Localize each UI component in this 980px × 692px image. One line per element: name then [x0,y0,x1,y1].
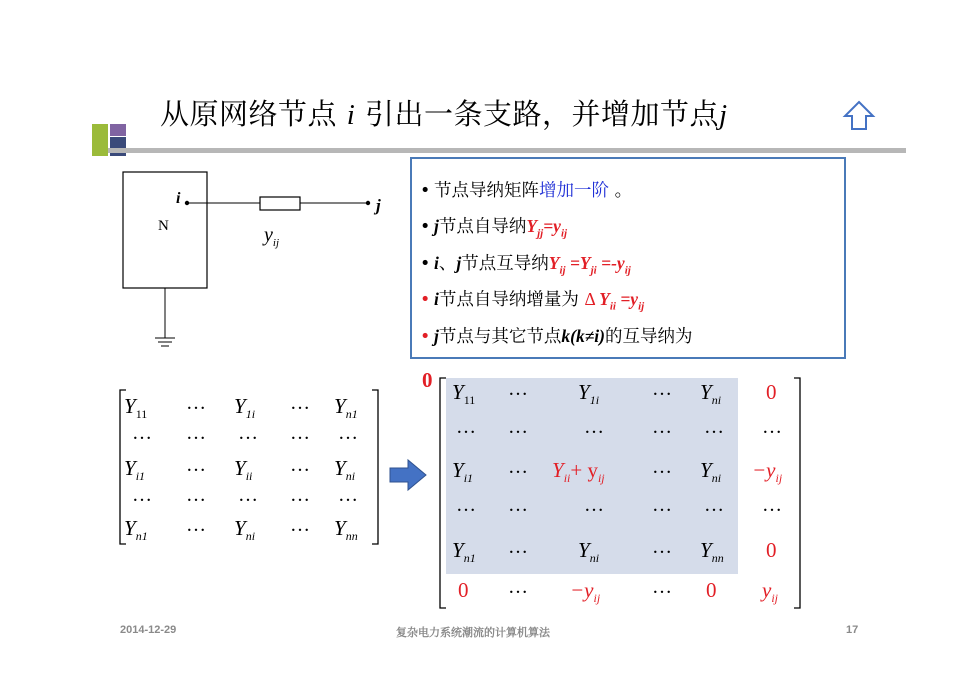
right-arrow-icon [388,458,428,492]
rm-yni-r5: $Y_{ni}$ [578,538,600,566]
lm-yii: $Y_{ii}$ [234,456,253,484]
ellipsis-dots: … [132,484,152,506]
ellipsis-dots: … [584,494,604,516]
ellipsis-dots: … [508,494,528,516]
rm-yni: $Y_{ni}$ [700,380,722,408]
bullet-box [410,157,846,359]
ellipsis-dots: … [652,536,672,558]
ellipsis-dots: … [584,416,604,438]
circuit-diagram [120,170,400,360]
ellipsis-dots: … [762,416,782,438]
decor-square-navy [110,137,126,156]
ellipsis-dots: … [186,514,206,536]
title-divider [108,148,906,153]
lm-ynn: $Y_{nn}$ [334,516,358,544]
ellipsis-dots: … [132,422,152,444]
added-zero-label: 0 [422,368,433,392]
ellipsis-dots: … [508,576,528,598]
ellipsis-dots: … [704,494,724,516]
rm-zero-r6c5: 0 [706,578,717,602]
rm-ynn: $Y_{nn}$ [700,538,724,566]
lm-yni-row5: $Y_{ni}$ [234,516,256,544]
rm-yi1: $Y_{i1}$ [452,458,474,486]
node-label-j: j [376,196,381,215]
bullet-1: • 节点导纳矩阵增加一阶 。 [420,181,633,201]
footer-page-number: 17 [846,624,859,636]
rm-minus-yij-r6: $-y_{ij}$ [570,578,601,606]
home-arrow-icon[interactable] [842,99,876,133]
node-label-i: i [176,190,181,207]
ellipsis-dots: … [186,422,206,444]
ellipsis-dots: … [186,454,206,476]
ellipsis-dots: … [704,416,724,438]
ellipsis-dots: … [290,484,310,506]
lm-y1i: $Y_{1i}$ [234,394,256,422]
ellipsis-dots: … [290,514,310,536]
branch-admittance-label: $y_{ij}$ [264,224,280,249]
ellipsis-dots: … [338,422,358,444]
ellipsis-dots: … [290,422,310,444]
ellipsis-dots: … [508,536,528,558]
ellipsis-dots: … [238,422,258,444]
ellipsis-dots: … [652,494,672,516]
rm-yn1: $Y_{n1}$ [452,538,476,566]
ellipsis-dots: … [508,456,528,478]
ellipsis-dots: … [508,378,528,400]
footer-date: 2014-12-29 [120,624,177,636]
page-title: 从原网络节点 i 引出一条支路，并增加节点j [160,97,728,131]
bullet-5: • j节点与其它节点k(k≠i)的互导纳为 [420,326,693,347]
ellipsis-dots: … [456,416,476,438]
rm-yii-plus-yij: $Y_{ii}+ y_{ij}$ [552,458,605,486]
ellipsis-dots: … [652,576,672,598]
ellipsis-dots: … [652,416,672,438]
ellipsis-dots: … [290,392,310,414]
footer-title: 复杂电力系统潮流的计算机算法 [396,627,550,639]
right-matrix-brackets [436,376,806,612]
decor-square-purple [110,124,126,136]
rm-zero-r6c1: 0 [458,578,469,602]
ellipsis-dots: … [508,416,528,438]
rm-zero-r5: 0 [766,538,777,562]
lm-yi1: $Y_{i1}$ [124,456,146,484]
ellipsis-dots: … [290,454,310,476]
lm-y11: $Y_{11}$ [124,394,148,422]
lm-yni: $Y_{ni}$ [334,456,356,484]
rm-yij-r6: $y_{ij}$ [762,578,778,606]
ellipsis-dots: … [338,484,358,506]
bullet-2: • j节点自导纳$Y_{jj}=y_{ij}$ [420,216,568,240]
rm-minus-yij-r3: $-y_{ij}$ [752,458,783,486]
lm-yn1: $Y_{n1}$ [334,394,358,422]
ellipsis-dots: … [652,456,672,478]
ellipsis-dots: … [186,484,206,506]
ellipsis-dots: … [652,378,672,400]
rm-yni-r3: $Y_{ni}$ [700,458,722,486]
bullet-3: • i、j节点互导纳$Y_{ij} =Y_{ji} =-y_{ij}$ [420,253,631,277]
rm-y11: $Y_{11}$ [452,380,476,408]
decor-square-green [92,124,108,156]
ellipsis-dots: … [238,484,258,506]
rm-y1i: $Y_{1i}$ [578,380,600,408]
lm-yn1-row5: $Y_{n1}$ [124,516,148,544]
node-label-n: N [158,218,169,234]
ellipsis-dots: … [762,494,782,516]
ellipsis-dots: … [456,494,476,516]
ellipsis-dots: … [186,392,206,414]
rm-zero-r1: 0 [766,380,777,404]
bullet-4: • i节点自导纳增量为 Δ $Y_{ii} =y_{ij}$ [420,289,645,313]
